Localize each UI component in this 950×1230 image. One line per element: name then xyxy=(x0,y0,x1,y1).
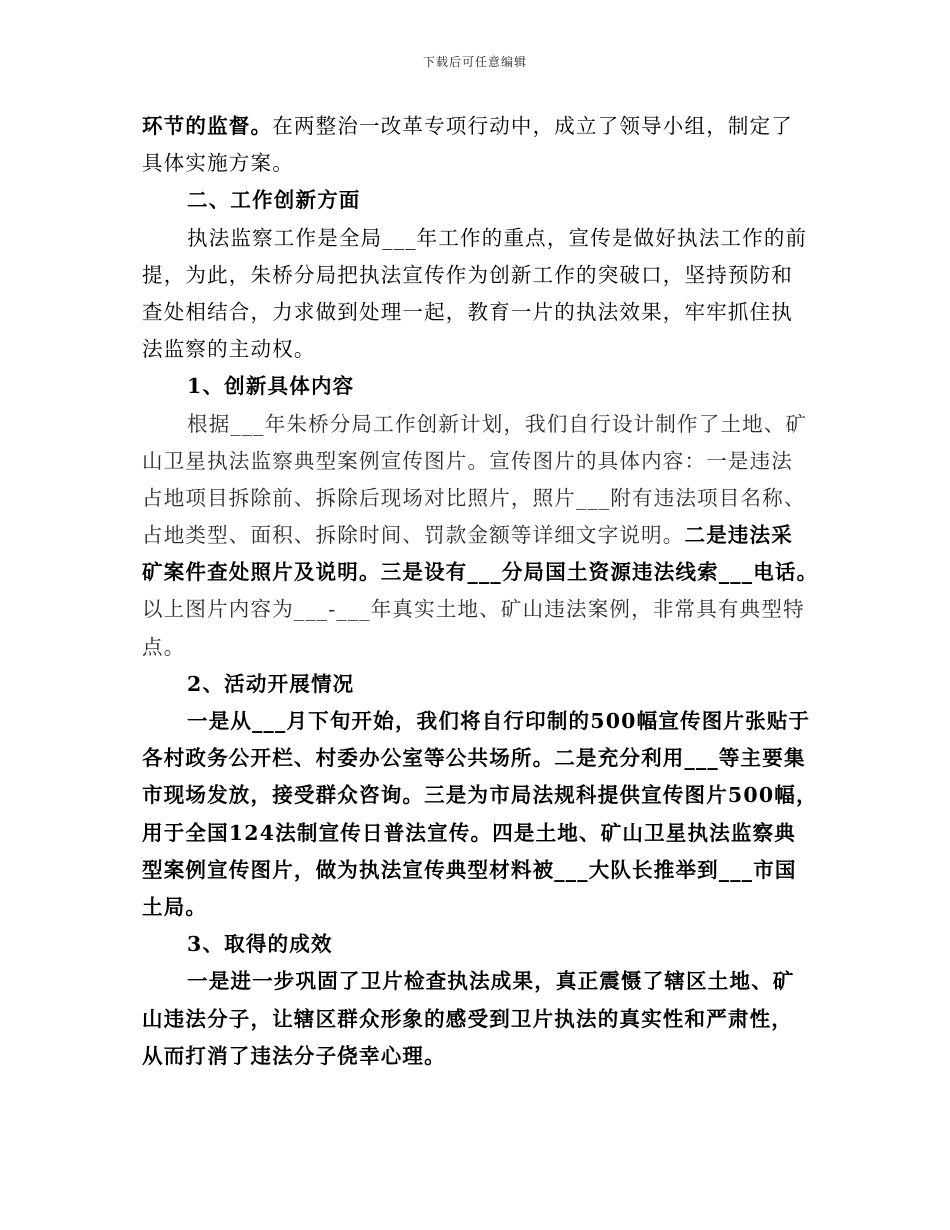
body-line: 查处相结合，力求做到处理一起，教育一片的执法效果，牢牢抓住执 xyxy=(142,299,793,324)
body-line: 法监察的主动权。 xyxy=(142,337,316,362)
paragraph-start-bold: 一是进一步巩固了卫片检查执法成果，真正震慑了辖区土地、矿 xyxy=(187,969,795,994)
body-line xyxy=(142,517,822,554)
subsection-heading-3: 3、取得的成效 xyxy=(187,932,333,957)
paragraph-start: 执法监察工作是全局___年工作的重点，宣传是做好执法工作的前 xyxy=(187,225,808,250)
paragraph-start-bold: 一是从___月下旬开始，我们将自行印制的500幅宣传图片张贴于 xyxy=(187,709,811,733)
subsection-heading-2: 2、活动开展情况 xyxy=(187,671,355,696)
body-line: 以上图片内容为___-___年真实土地、矿山违法案例，非常具有典型特 xyxy=(142,597,805,622)
body-line-bold: 各村政务公开栏、村委办公室等公共场所。二是充分利用___等主要集 xyxy=(142,746,806,771)
body-line-bold: 型案例宣传图片，做为执法宣传典型材料被___大队长推举到___市国 xyxy=(142,857,797,882)
body-line: 占地项目拆除前、拆除后现场对比照片，照片___附有违法项目名称、 xyxy=(142,485,806,510)
body-line: 山卫星执法监察典型案例宣传图片。宣传图片的具体内容：一是违法 xyxy=(142,448,793,473)
document-body xyxy=(142,108,822,1075)
body-line-bold: 土局。 xyxy=(142,894,208,919)
body-line-bold: 矿案件查处照片及说明。三是设有___分局国土资源违法线索___电话。 xyxy=(142,560,819,585)
page-header-note: 下载后可任意编辑 xyxy=(422,55,527,69)
body-line: 点。 xyxy=(142,634,186,659)
text-run: 占地类型、面积、拆除时间、罚款金额等详细文字说明。 xyxy=(142,523,685,548)
body-line: 提，为此，朱桥分局把执法宣传作为创新工作的突破口，坚持预防和 xyxy=(142,262,793,287)
body-line-bold: 市现场发放，接受群众咨询。三是为市局法规科提供宣传图片500幅， xyxy=(142,783,818,808)
body-line-bold: 山违法分子，让辖区群众形象的感受到卫片执法的真实性和严肃性， xyxy=(142,1006,793,1031)
text-run: 在两整治一改革专项行动中，成立了领导小组，制定了 xyxy=(272,114,794,138)
bold-phrase: 二是违法采 xyxy=(684,523,793,548)
bold-phrase: 环节的监督。 xyxy=(142,114,273,138)
body-line-1 xyxy=(142,108,822,145)
body-line-bold: 从而打消了违法分子侥幸心理。 xyxy=(142,1043,446,1068)
paragraph-start: 根据___年朱桥分局工作创新计划，我们自行设计制作了土地、矿 xyxy=(187,411,808,436)
subsection-heading-1: 1、创新具体内容 xyxy=(187,374,355,399)
body-line-2: 具体实施方案。 xyxy=(142,151,294,176)
body-line-bold: 用于全国124法制宣传日普法宣传。四是土地、矿山卫星执法监察典 xyxy=(142,820,796,845)
section-heading-2: 二、工作创新方面 xyxy=(187,188,361,213)
